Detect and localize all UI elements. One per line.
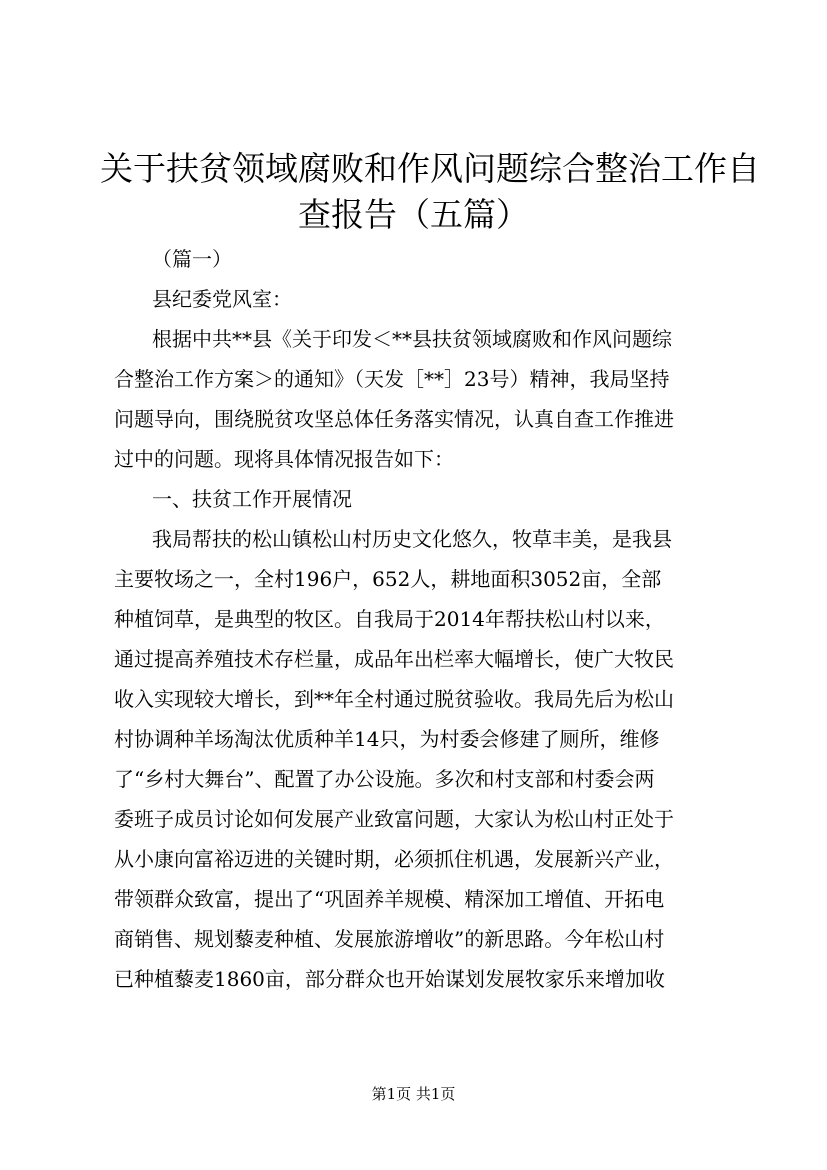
paragraph-line: 已种植藜麦1860亩，部分群众也开始谋划发展牧家乐来增加收 xyxy=(114,967,665,991)
paragraph-line: 收入实现较大增长，到**年全村通过脱贫验收。我局先后为松山 xyxy=(114,687,674,711)
paragraph-line: 过中的问题。现将具体情况报告如下： xyxy=(114,447,454,471)
paragraph-line: 问题导向，围绕脱贫攻坚总体任务落实情况，认真自查工作推进 xyxy=(114,407,674,431)
paragraph-line: 根据中共**县《关于印发＜**县扶贫领域腐败和作风问题综 xyxy=(152,327,672,351)
paragraph-line: 通过提高养殖技术存栏量，成品年出栏率大幅增长，使广大牧民 xyxy=(114,647,674,671)
paragraph-line: 主要牧场之一，全村196户，652人，耕地面积3052亩，全部 xyxy=(114,567,662,591)
section-heading: 一、扶贫工作开展情况 xyxy=(152,487,352,511)
page-footer xyxy=(0,1084,827,1104)
paragraph-line: 村协调种羊场淘汰优质种羊14只，为村委会修建了厕所，维修 xyxy=(114,727,660,751)
paragraph-line: 我局帮扶的松山镇松山村历史文化悠久，牧草丰美，是我县 xyxy=(152,527,672,551)
paragraph-line: 从小康向富裕迈进的关键时期，必须抓住机遇，发展新兴产业， xyxy=(114,847,674,871)
section-label: （篇一） xyxy=(152,247,232,271)
paragraph-line: 商销售、规划藜麦种植、发展旅游增收”的新思路。今年松山村 xyxy=(114,927,665,951)
paragraph-line: 带领群众致富，提出了“巩固养羊规模、精深加工增值、开拓电 xyxy=(114,887,665,911)
paragraph-line: 种植饲草，是典型的牧区。自我局于2014年帮扶松山村以来， xyxy=(114,607,665,631)
title-line-2: 查报告（五篇） xyxy=(298,195,529,234)
document-title xyxy=(100,146,760,238)
paragraph-line: 合整治工作方案＞的通知》（天发［**］23号）精神，我局坚持 xyxy=(114,367,670,391)
page-number-label: 第1页 共1页 xyxy=(371,1085,456,1103)
paragraph-line: 委班子成员讨论如何发展产业致富问题，大家认为松山村正处于 xyxy=(114,807,674,831)
title-line-1: 关于扶贫领域腐败和作风问题综合整治工作自 xyxy=(100,149,760,188)
salutation: 县纪委党风室： xyxy=(152,287,292,311)
paragraph-line: 了“乡村大舞台”、配置了办公设施。多次和村支部和村委会两 xyxy=(114,767,655,791)
